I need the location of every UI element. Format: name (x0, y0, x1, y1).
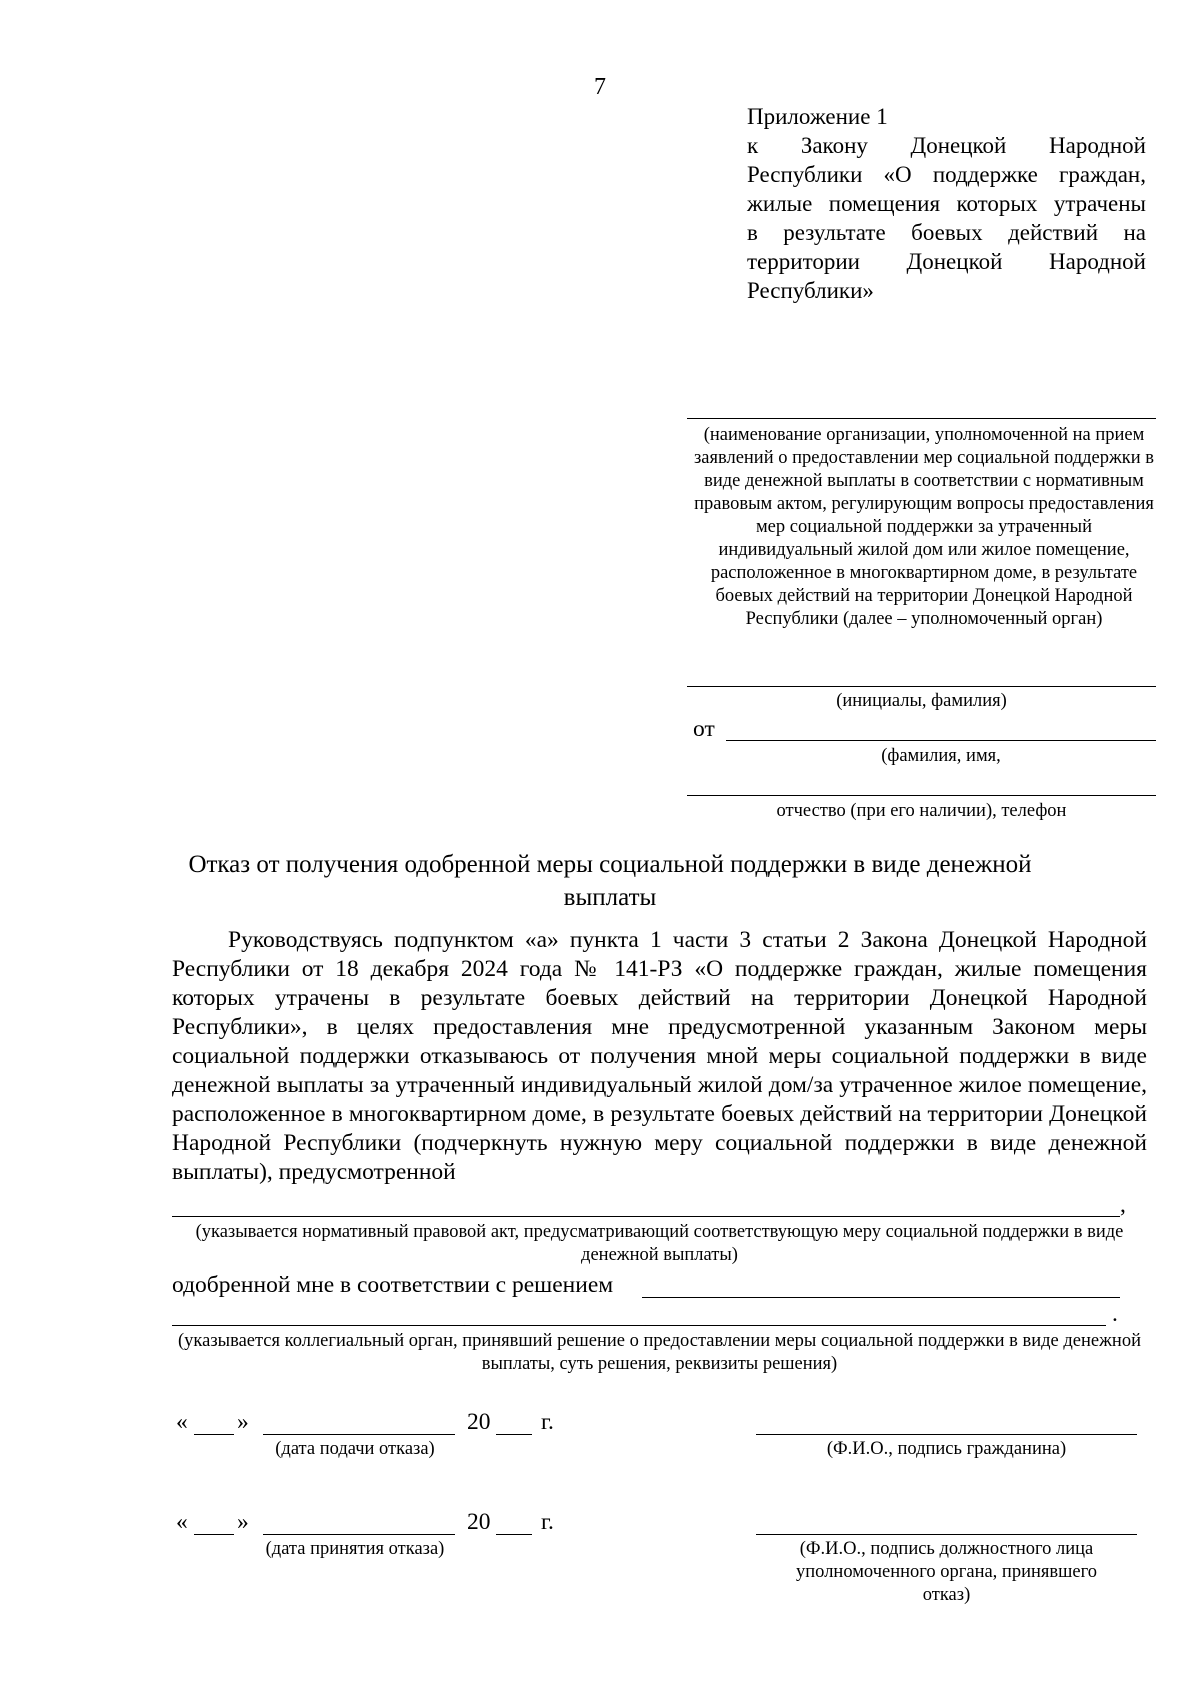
citizen-signature-line[interactable] (756, 1434, 1137, 1435)
year-prefix: 20 (467, 1509, 491, 1535)
quote-close: » (237, 1409, 249, 1435)
year-suffix: г. (541, 1509, 554, 1535)
official-caption: (Ф.И.О., подпись должностного лица уполномоченного органа, принявшего отказ) (796, 1539, 1097, 1605)
initials-caption: (инициалы, фамилия) (836, 691, 1007, 711)
accept-date-caption: (дата принятия отказа) (265, 1539, 445, 1559)
year-field[interactable] (496, 1434, 532, 1435)
day-field[interactable] (194, 1434, 234, 1435)
quote-close: » (237, 1509, 249, 1535)
month-field[interactable] (263, 1534, 455, 1535)
patronymic-line[interactable] (687, 795, 1156, 796)
quote-open: « (176, 1409, 188, 1435)
document-title: Отказ от получения одобренной меры социальной поддержки в виде денежной выплаты (188, 851, 1032, 911)
decision-line-2[interactable] (172, 1325, 1106, 1326)
appendix-line: Республики «О поддержке граждан, (747, 162, 1146, 187)
organization-caption: (наименование организации, уполномоченной на прием заявлений о предоставлении мер социальной поддержки в виде денежной выплаты в соответствии с нормативным правовым актом, регулирующим вопросы предоставления мер социальной поддержки за утраченный индивидуальный жилой дом или жилое помещение, расположенное в многоквартирном доме, в результате боевых действий на территории Донецкой Народной Республики (далее – уполномоченный орган) (693, 425, 1155, 629)
name-caption: (фамилия, имя, (881, 746, 1001, 766)
quote-open: « (176, 1509, 188, 1535)
year-prefix: 20 (467, 1409, 491, 1435)
year-suffix: г. (541, 1409, 554, 1435)
official-signature-line[interactable] (756, 1534, 1137, 1535)
appendix-line: жилые помещения которых утрачены (747, 191, 1146, 216)
patronymic-caption: отчество (при его наличии), телефон (776, 801, 1067, 821)
year-field[interactable] (496, 1534, 532, 1535)
appendix-line: территории Донецкой Народной (747, 249, 1146, 274)
comma: , (1120, 1192, 1126, 1218)
from-label: от (693, 716, 715, 742)
appendix-header (747, 102, 1146, 305)
appendix-line: в результате боевых действий на (747, 220, 1146, 245)
month-field[interactable] (263, 1434, 455, 1435)
appendix-title: Приложение 1 (747, 104, 888, 129)
page-number: 7 (594, 74, 606, 100)
approved-label: одобренной мне в соответствии с решением (172, 1272, 614, 1298)
appendix-line: Республики» (747, 278, 874, 303)
legal-act-line[interactable] (172, 1216, 1120, 1217)
legal-act-caption: (указывается нормативный правовой акт, предусматривающий соответствующую меру социальной поддержки в виде денежной выплаты) (195, 1222, 1124, 1265)
organ-caption: (указывается коллегиальный орган, принявший решение о предоставлении меры социальной поддержки в виде денежной выплаты, суть решения, реквизиты решения) (178, 1331, 1141, 1374)
organization-line[interactable] (687, 418, 1156, 419)
submit-date-caption: (дата подачи отказа) (275, 1439, 435, 1459)
period: . (1112, 1301, 1118, 1327)
initials-line[interactable] (687, 686, 1156, 687)
from-line[interactable] (726, 740, 1156, 741)
body-paragraph (172, 926, 1147, 1187)
body-text: Руководствуясь подпунктом «а» пункта 1 части 3 статьи 2 Закона Донецкой Народной Республики от 18 декабря 2024 года № 141-РЗ «О поддержке граждан, жилые помещения которых утрачены в результате боевых действий на территории Донецкой Народной Республики», в целях предоставления мне предусмотренной указанным Законом меры социальной поддержки отказываюсь от получения мной меры социальной поддержки в виде денежной выплаты за утраченный индивидуальный жилой дом/за утраченное жилое помещение, расположенное в многоквартирном доме, в результате боевых действий на территории Донецкой Народной Республики (подчеркнуть нужную меру социальной поддержки в виде денежной выплаты), предусмотренной (172, 927, 1147, 1185)
appendix-line: к Закону Донецкой Народной (747, 133, 1146, 158)
decision-line[interactable] (642, 1297, 1120, 1298)
day-field[interactable] (194, 1534, 234, 1535)
citizen-caption: (Ф.И.О., подпись гражданина) (826, 1439, 1067, 1459)
